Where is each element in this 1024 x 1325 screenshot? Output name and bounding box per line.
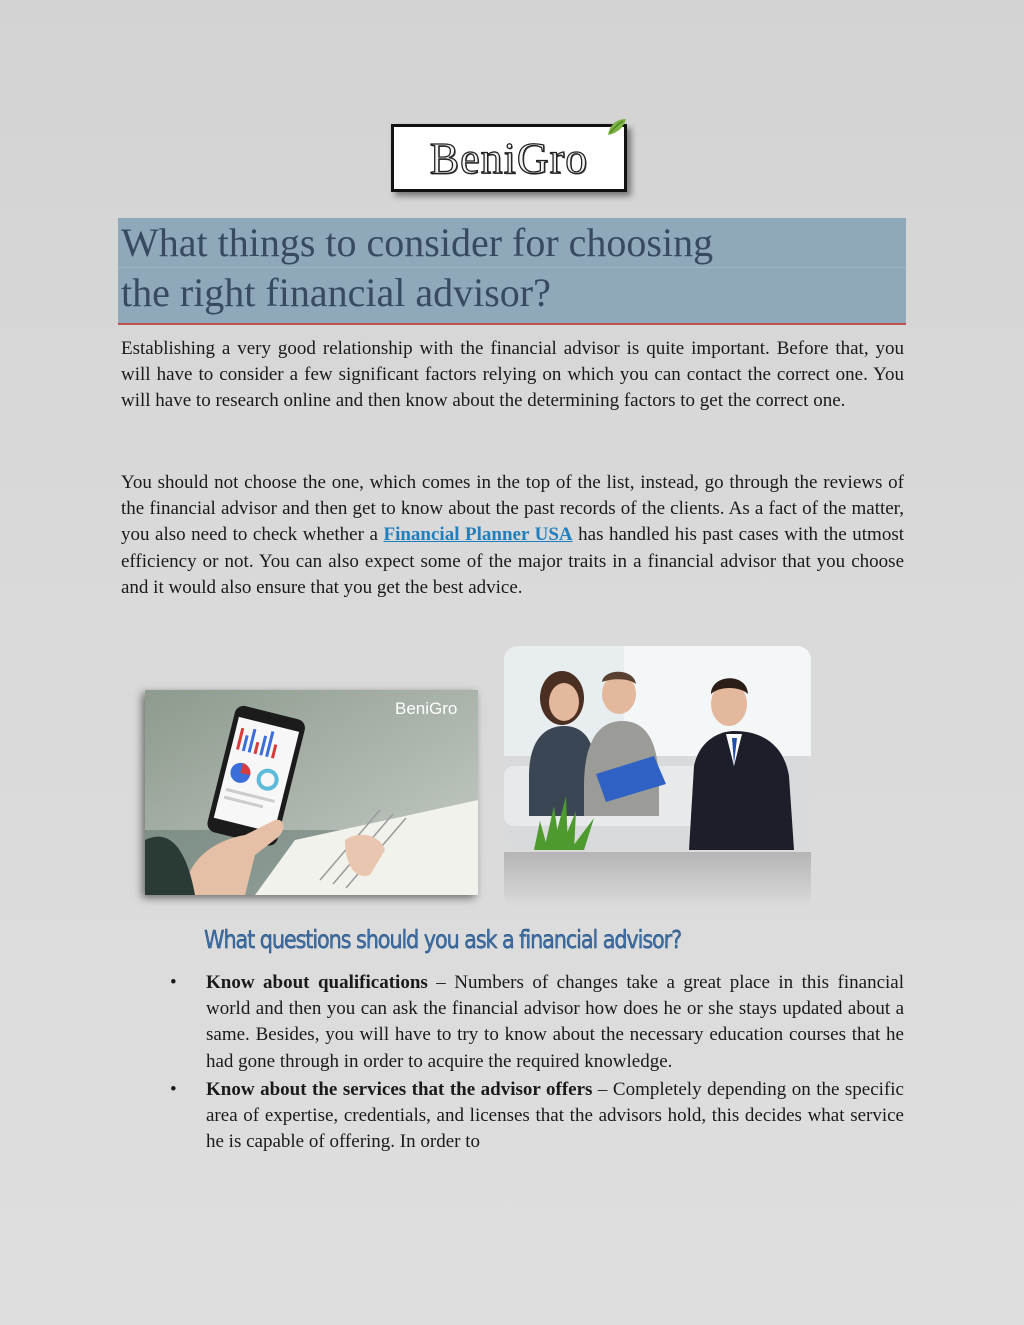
questions-subheading: What questions should you ask a financial advisor? <box>204 925 682 954</box>
reviews-paragraph <box>121 470 904 601</box>
phone-image-logo: BeniGro <box>395 699 458 718</box>
reviews-text-before: You should not choose the one, which comes in the top of the list, instead, go through the reviews of the financial advisor and then get to know about the past records of the clients. As a fact of the matter, you also need to check whether a <box>121 472 904 546</box>
bullet-dot-icon: • <box>170 972 177 993</box>
bullet-dot-icon: • <box>170 1078 177 1100</box>
intro-paragraph: Establishing a very good relationship with the financial advisor is quite important. Before that, you will have to consider a few significant factors relying on which you can contact the correct one. You will have to research online and then know about the determining factors to get the correct one. <box>121 338 904 412</box>
page-title-line-2: the right financial advisor? <box>121 270 551 315</box>
logo-text: BeniGro <box>429 133 589 183</box>
list-item <box>168 970 904 1075</box>
list-item <box>168 1077 904 1156</box>
leaf-icon <box>606 117 628 137</box>
reviews-text-after: has handled his past cases with the utmost efficiency or not. You can also expect some of the major traits in a financial advisor that you choose and it would also ensure that you get the best advice. <box>121 524 905 598</box>
benigro-logo <box>391 124 627 192</box>
bullet-heading: Know about the services that the advisor offers <box>206 1078 593 1100</box>
advisor-meeting-image <box>504 646 811 908</box>
page-title <box>118 218 906 325</box>
page-title-line-1: What things to consider for choosing <box>118 218 906 268</box>
phone-chart-image <box>145 690 478 895</box>
bullet-heading: Know about qualifications <box>206 972 428 993</box>
bullet-body: – Completely depending on the specific area of expertise, credentials, and licenses that the advisors hold, this decides what service he is capable of offering. In order to <box>206 1078 904 1153</box>
bullet-text <box>206 970 904 1075</box>
questions-list <box>168 970 904 1157</box>
bullet-body: – Numbers of changes take a great place in this financial world and then you can ask the financial advisor how does he or she stays updated about a same. Besides, you will have to try to know about the necessary education courses that he had gone through in order to acquire the required knowledge. <box>206 972 905 1072</box>
financial-planner-usa-link[interactable]: Financial Planner USA <box>383 524 573 546</box>
bullet-text <box>206 1077 904 1156</box>
image-reflection <box>504 852 811 908</box>
